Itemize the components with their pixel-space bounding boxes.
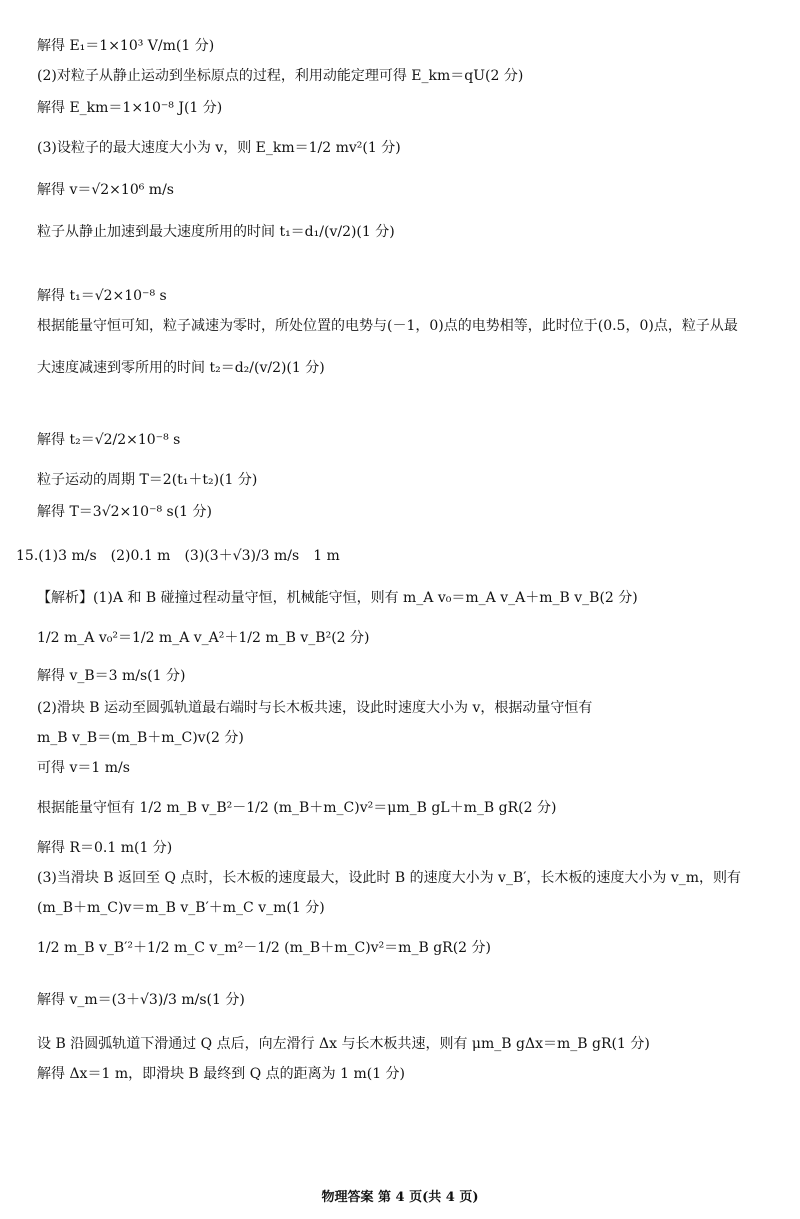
line-time-t2: 大速度减速到零所用的时间 t₂＝d₂/(v/2)(1 分)	[37, 360, 325, 376]
page-footer: 物理答案 第 4 页(共 4 页)	[321, 1190, 479, 1205]
line-period-T: 粒子运动的周期 T＝2(t₁＋t₂)(1 分)	[37, 472, 258, 488]
line-q15-answers: 15.(1)3 m/s (2)0.1 m (3)(3＋√3)/3 m/s 1 m	[16, 548, 340, 564]
line-solve-t2: 解得 t₂＝√2/2×10⁻⁸ s	[37, 432, 181, 448]
line-time-t1: 粒子从静止加速到最大速度所用的时间 t₁＝d₁/(v/2)(1 分)	[37, 224, 395, 240]
line-solve-R: 解得 R＝0.1 m(1 分)	[37, 840, 173, 856]
line-momentum-equation-2: (m_B＋m_C)v＝m_B v_B′＋m_C v_m(1 分)	[37, 900, 325, 916]
line-part2-momentum: (2)滑块 B 运动至圆弧轨道最右端时与长木板共速，设此时速度大小为 v，根据动量守恒有	[37, 700, 593, 716]
line-get-v: 可得 v＝1 m/s	[37, 760, 130, 776]
line-energy-equation-1: 1/2 m_A v₀²＝1/2 m_A v_A²＋1/2 m_B v_B²(2 分)	[37, 630, 370, 646]
line-solve-t1: 解得 t₁＝√2×10⁻⁸ s	[37, 288, 167, 304]
line-energy-equation-3: 1/2 m_B v_B′²＋1/2 m_C v_m²－1/2 (m_B＋m_C)v²＝m_B gR(2 分)	[37, 940, 491, 956]
line-solve-v: 解得 v＝√2×10⁶ m/s	[37, 182, 174, 198]
line-solve-vB: 解得 v_B＝3 m/s(1 分)	[37, 668, 186, 684]
line-energy-equation-2: 根据能量守恒有 1/2 m_B v_B²－1/2 (m_B＋m_C)v²＝μm_B gL＋m_B gR(2 分)	[37, 800, 557, 816]
line-analysis-part1: 【解析】(1)A 和 B 碰撞过程动量守恒，机械能守恒，则有 m_A v₀＝m_A v_A＋m_B v_B(2 分)	[37, 590, 638, 606]
line-solve-vm: 解得 v_m＝(3＋√3)/3 m/s(1 分)	[37, 992, 245, 1008]
line-momentum-equation: m_B v_B＝(m_B＋m_C)v(2 分)	[37, 730, 244, 746]
line-solve-Ekm: 解得 E_km＝1×10⁻⁸ J(1 分)	[37, 100, 223, 116]
line-part2-energy-theorem: (2)对粒子从静止运动到坐标原点的过程，利用动能定理可得 E_km＝qU(2 分)	[37, 68, 524, 84]
line-slide-distance: 设 B 沿圆弧轨道下滑通过 Q 点后，向左滑行 Δx 与长木板共速，则有 μm_B gΔx＝m_B gR(1 分)	[37, 1036, 650, 1052]
line-energy-conservation: 根据能量守恒可知，粒子减速为零时，所处位置的电势与(－1，0)点的电势相等，此时位于(0.5，0)点，粒子从最	[37, 318, 738, 334]
line-solve-delta-x: 解得 Δx＝1 m，即滑块 B 最终到 Q 点的距离为 1 m(1 分)	[37, 1066, 406, 1082]
line-part3-max-speed: (3)设粒子的最大速度大小为 v，则 E_km＝1/2 mv²(1 分)	[37, 140, 401, 156]
line-solve-T: 解得 T＝3√2×10⁻⁸ s(1 分)	[37, 504, 212, 520]
line-part3-max-velocity: (3)当滑块 B 返回至 Q 点时，长木板的速度最大，设此时 B 的速度大小为 v_B′，长木板的速度大小为 v_m，则有	[37, 870, 742, 886]
line-solve-E1: 解得 E₁＝1×10³ V/m(1 分)	[37, 38, 215, 54]
